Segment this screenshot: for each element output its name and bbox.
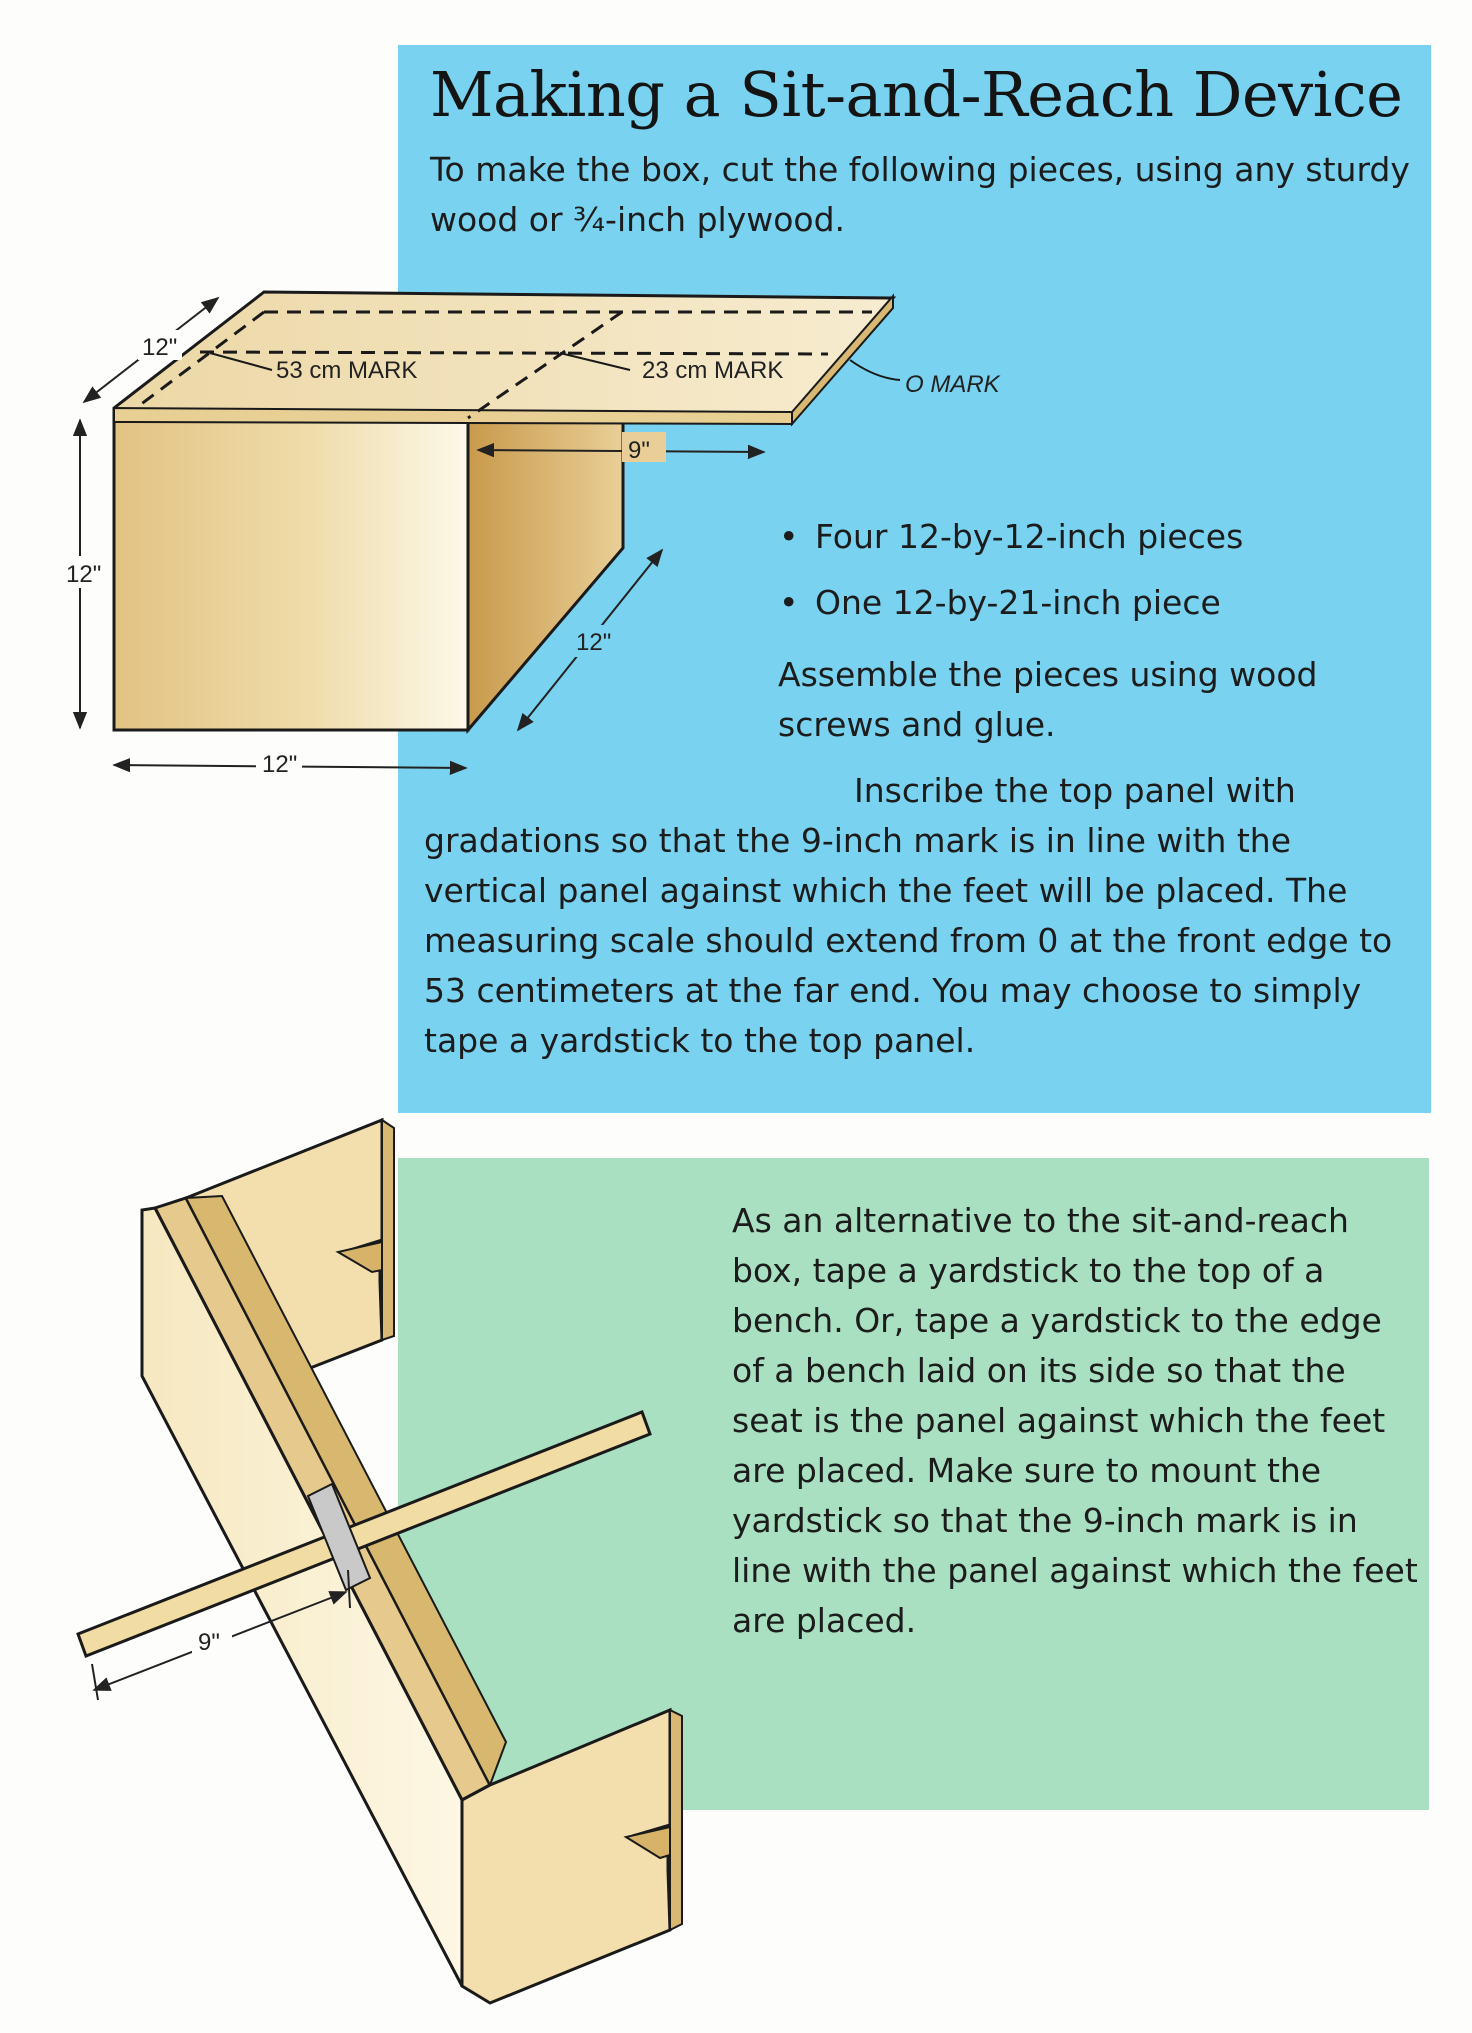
dim-top-depth-label: 12" <box>142 334 178 361</box>
page-title: Making a Sit-and-Reach Device <box>430 58 1403 131</box>
dim-overhang-label: 9" <box>628 437 650 464</box>
cut-list-item: • One 12-by-21-inch piece <box>775 578 1415 628</box>
assemble-text: Assemble the pieces using wood screws and glue. <box>778 655 1318 744</box>
dim-yardstick-label: 9" <box>198 1629 220 1656</box>
mark-23-label: 23 cm MARK <box>642 357 784 384</box>
dim-width-label: 12" <box>262 751 298 778</box>
intro-text: To make the box, cut the following pieces, using any sturdy wood or ¾-inch plywood. <box>430 150 1410 239</box>
bench-near-leg-edge <box>670 1710 682 1930</box>
alternative-text: As an alternative to the sit-and-reach box, tape a yardstick to the top of a bench. Or, tape a yardstick to the edge of a bench laid on its side so that the seat is the panel against which the feet are placed. Make sure to mount the yardstick so that the 9-inch mark is in line with the panel against which the feet are placed. <box>732 1201 1418 1640</box>
dim-side-depth-label: 12" <box>576 629 612 656</box>
bench-far-leg-edge <box>382 1120 394 1340</box>
inscribe-text: Inscribe the top panel with gradations so that the 9-inch mark is in line with the vertical panel against which the feet will be placed. The measuring scale should extend from 0 at the front edge to 53 centimeters at the far end. You may choose to simply tape a yardstick to the top panel. <box>424 771 1393 1060</box>
cut-list-item: • Four 12-by-12-inch pieces <box>775 512 1415 562</box>
mark-0-label: O MARK <box>905 371 1000 398</box>
mark-53-label: 53 cm MARK <box>276 357 418 384</box>
dim-height-label: 12" <box>66 561 102 588</box>
